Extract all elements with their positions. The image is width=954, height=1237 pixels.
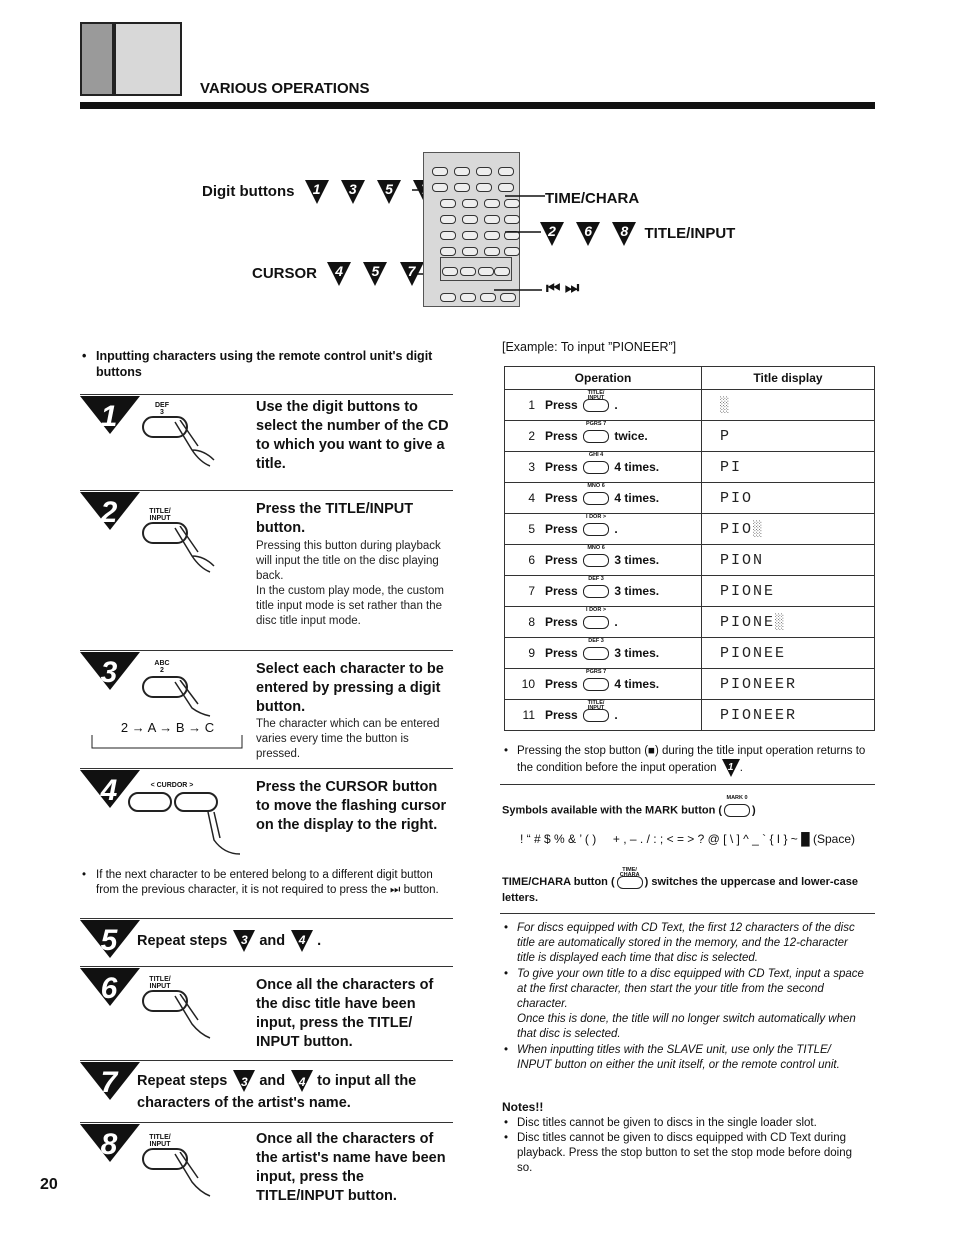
press-text: Press — [545, 707, 578, 722]
step-marker: 6 — [576, 222, 600, 246]
notes-list — [504, 1116, 868, 1176]
step-description: Pressing this button during playback will input the title on the disc playing back. In the custom play mode, the custom title input mode is set rather than the disc title input mode. — [256, 540, 444, 627]
operation-cell — [505, 638, 702, 669]
operation-cell — [505, 421, 702, 452]
step-marker: 5 — [377, 180, 401, 204]
divider — [500, 913, 875, 914]
row-number: 3 — [528, 459, 535, 474]
hand-icon — [170, 994, 220, 1044]
operation-cell — [505, 483, 702, 514]
cycle-char: A — [147, 720, 156, 735]
press-text: Press — [545, 583, 578, 598]
step-divider — [80, 918, 453, 919]
table-row — [505, 700, 875, 731]
button-label: TITLE/ INPUT — [149, 976, 171, 990]
table-row — [505, 514, 875, 545]
step-title: Press the TITLE/INPUT button. — [256, 501, 414, 536]
table-row — [505, 607, 875, 638]
remote-button-icon: I DOR > — [583, 523, 609, 536]
mark-heading: Symbols available with the MARK button ( MARK 0 ) — [502, 795, 756, 817]
step-divider — [80, 768, 453, 769]
title-display-cell: PIONEER — [702, 700, 875, 731]
remote-button-icon: I DOR > — [583, 616, 609, 629]
operation-cell — [505, 545, 702, 576]
step-marker: 2 — [540, 222, 564, 246]
press-text: Press — [545, 552, 578, 567]
timechara-note: TIME/CHARA button ( TIME/ CHARA ) switches the uppercase and lower-case letters. — [502, 866, 858, 904]
step-number: 3 — [80, 652, 140, 712]
header-tab-light — [114, 22, 182, 96]
press-suffix: 4 times. — [614, 459, 660, 474]
title-display-cell: PIONEE — [702, 638, 875, 669]
button-label: ABC 2 — [154, 660, 170, 674]
remote-button-icon: DEF 3 — [583, 647, 609, 660]
step-title: Use the digit buttons to select the number of the CD to which you want to give a title. — [256, 399, 449, 472]
cycle-char: B — [175, 720, 185, 735]
mark-symbols: ! “ # $ % & ’ ( ) + , – . / : ; < = > ? @ [ \ ] ^ _ ` { I } ~ █ (Space) — [520, 832, 855, 846]
title-display-cell: PIONEER — [702, 669, 875, 700]
button-label: TITLE/ INPUT — [149, 508, 171, 522]
remote-button-icon: MNO 6 — [583, 492, 609, 505]
section-title: VARIOUS OPERATIONS — [200, 80, 370, 97]
remote-button-icon: MNO 6 — [583, 554, 609, 567]
title-display-cell: PI — [702, 452, 875, 483]
step-marker: 8 — [612, 222, 636, 246]
step4-note: • If the next character to be entered belong to a different digit button from the previous character, it is not required to press the ⏭ button. — [82, 869, 439, 896]
intro-bullet: • Inputting characters using the remote control unit's digit buttons — [82, 349, 433, 379]
hand-icon — [170, 526, 220, 582]
step-title: Repeat steps 3 and 4 . — [137, 930, 447, 952]
title-display-cell: ░ — [702, 390, 875, 421]
step-number: 7 — [80, 1062, 140, 1122]
step-title: Repeat steps 3 and 4 to input all the characters of the artist's name. — [137, 1070, 437, 1114]
example-table — [504, 366, 875, 731]
step-number: 8 — [80, 1124, 140, 1184]
step-ref-marker: 3 — [233, 930, 255, 952]
row-number: 2 — [528, 428, 535, 443]
row-number: 1 — [528, 397, 535, 412]
table-row — [505, 669, 875, 700]
leader-line — [492, 280, 544, 300]
row-number: 8 — [528, 614, 535, 629]
col-operation: Operation — [505, 367, 702, 390]
table-row — [505, 390, 875, 421]
note-item: • Disc titles cannot be given to discs equipped with CD Text during playback. Press the stop button to set the stop mode before doing so. — [504, 1132, 852, 1174]
step-ref-marker: 1 — [722, 759, 740, 777]
title-display-cell: PIO░ — [702, 514, 875, 545]
press-suffix: . — [614, 397, 618, 412]
press-text: Press — [545, 459, 578, 474]
cycle-char: C — [204, 720, 215, 735]
mark-button-icon: MARK 0 — [724, 804, 750, 817]
press-text: Press — [545, 428, 578, 443]
remote-button-icon: PGRS 7 — [583, 430, 609, 443]
note-item: • Disc titles cannot be given to discs in the single loader slot. — [504, 1117, 817, 1129]
title-display-cell: PIO — [702, 483, 875, 514]
table-row — [505, 638, 875, 669]
hand-icon — [200, 810, 250, 860]
notes-heading: Notes!! — [502, 1100, 544, 1114]
step-title: Once all the characters of the artist's name have been input, press the TITLE/INPUT button. — [256, 1131, 446, 1204]
cursor-label: CURSOR 4 5 7 — [252, 262, 424, 286]
row-number: 6 — [528, 552, 535, 567]
step-divider — [80, 394, 453, 395]
header-rule — [80, 102, 875, 109]
hand-icon — [170, 680, 220, 720]
row-number: 4 — [528, 490, 535, 505]
cycle-char: 2 — [120, 720, 129, 735]
operation-cell — [505, 607, 702, 638]
press-suffix: 4 times. — [614, 490, 660, 505]
operation-cell — [505, 576, 702, 607]
row-number: 7 — [528, 583, 535, 598]
italic-note: • To give your own title to a disc equipped with CD Text, input a space at the first character, then start the your title from the second character. Once this is done, the title will no longer switch automatically when that disc is selected. — [504, 968, 864, 1040]
press-suffix: 3 times. — [614, 645, 660, 660]
table-header-row — [505, 367, 875, 390]
press-suffix: . — [614, 521, 618, 536]
step-number: 2 — [80, 492, 140, 552]
button-label: < CURDOR > — [150, 782, 194, 789]
italic-notes — [504, 921, 868, 1073]
title-display-cell: PIONE░ — [702, 607, 875, 638]
step-number: 1 — [80, 396, 140, 456]
remote-button-icon: PGRS 7 — [583, 678, 609, 691]
time-chara-label: TIME/CHARA — [545, 190, 640, 207]
cursor-left-button-illustration — [128, 792, 172, 812]
step-number: 6 — [80, 968, 140, 1028]
press-suffix: 3 times. — [614, 552, 660, 567]
step-marker: 4 — [327, 262, 351, 286]
operation-cell — [505, 669, 702, 700]
title-display-cell: P — [702, 421, 875, 452]
hand-icon — [170, 1152, 220, 1202]
step-marker: 5 — [363, 262, 387, 286]
table-row — [505, 452, 875, 483]
time-chara-button-icon: TIME/ CHARA — [617, 876, 643, 889]
press-suffix: twice. — [614, 428, 648, 443]
title-display-cell: PIONE — [702, 576, 875, 607]
leader-line — [503, 186, 547, 206]
operation-cell — [505, 390, 702, 421]
table-row — [505, 483, 875, 514]
press-text: Press — [545, 521, 578, 536]
press-suffix: . — [614, 707, 618, 722]
press-text: Press — [545, 676, 578, 691]
step-title: Once all the characters of the disc title have been input, press the TITLE/ INPUT button. — [256, 977, 434, 1050]
press-text: Press — [545, 397, 578, 412]
press-text: Press — [545, 645, 578, 660]
leader-line — [503, 222, 543, 242]
row-number: 10 — [521, 676, 535, 691]
table-row — [505, 576, 875, 607]
step-marker: 1 — [305, 180, 329, 204]
step-divider — [80, 1122, 453, 1123]
step-title: Press the CURSOR button to move the flashing cursor on the display to the right. — [256, 779, 447, 833]
title-input-label: 2 6 8 TITLE/INPUT — [540, 222, 735, 246]
col-display: Title display — [702, 367, 875, 390]
title-display-cell: PION — [702, 545, 875, 576]
skip-buttons-label: ⏮ ⏭ — [546, 280, 580, 297]
step-title: Select each character to be entered by pressing a digit button. — [256, 661, 444, 715]
step-marker: 3 — [341, 180, 365, 204]
operation-cell — [505, 700, 702, 731]
page-number: 20 — [40, 1176, 58, 1193]
step-divider — [80, 966, 453, 967]
step-marker: 7 — [400, 262, 424, 286]
press-suffix: . — [614, 614, 618, 629]
step-divider — [80, 490, 453, 491]
italic-note: • When inputting titles with the SLAVE unit, use only the TITLE/ INPUT button on either the unit itself, or the remote control unit. — [504, 1044, 840, 1071]
step-number: 5 — [80, 920, 140, 980]
step-description: The character which can be entered varies every time the button is pressed. — [256, 718, 440, 760]
press-text: Press — [545, 490, 578, 505]
press-suffix: 3 times. — [614, 583, 660, 598]
step-divider — [80, 650, 453, 651]
digit-buttons-label: Digit buttons 1 3 5 — [202, 180, 437, 204]
example-caption: [Example: To input ”PIONEER”] — [502, 340, 677, 354]
italic-note: • For discs equipped with CD Text, the first 12 characters of the disc title are automatically stored in the memory, and the 12-character title is displayed each time that disc is selected. — [504, 922, 855, 964]
operation-cell — [505, 514, 702, 545]
step-ref-marker: 4 — [291, 930, 313, 952]
press-suffix: 4 times. — [614, 676, 660, 691]
remote-button-icon: DEF 3 — [583, 585, 609, 598]
button-label: DEF 3 — [155, 402, 169, 416]
operation-cell — [505, 452, 702, 483]
hand-icon — [170, 420, 220, 476]
header-tab-dark — [80, 22, 114, 96]
cursor-right-button-illustration — [174, 792, 218, 812]
press-text: Press — [545, 614, 578, 629]
step-divider — [80, 1060, 453, 1061]
step-ref-marker: 3 — [233, 1070, 255, 1092]
table-row — [505, 421, 875, 452]
character-cycle-diagram: 2 → A → B → C — [90, 720, 245, 750]
row-number: 9 — [528, 645, 535, 660]
step-number: 4 — [80, 770, 140, 830]
remote-button-icon: TITLE/ INPUT — [583, 399, 609, 412]
table-row — [505, 545, 875, 576]
button-label: TITLE/ INPUT — [149, 1134, 171, 1148]
stop-note: • Pressing the stop button (■) during the title input operation returns to the condition before the input operation 1 . — [504, 744, 874, 777]
remote-button-icon: TITLE/ INPUT — [583, 709, 609, 722]
row-number: 11 — [522, 707, 535, 722]
divider — [500, 784, 875, 785]
remote-button-icon: GHI 4 — [583, 461, 609, 474]
step-ref-marker: 4 — [291, 1070, 313, 1092]
row-number: 5 — [528, 521, 535, 536]
